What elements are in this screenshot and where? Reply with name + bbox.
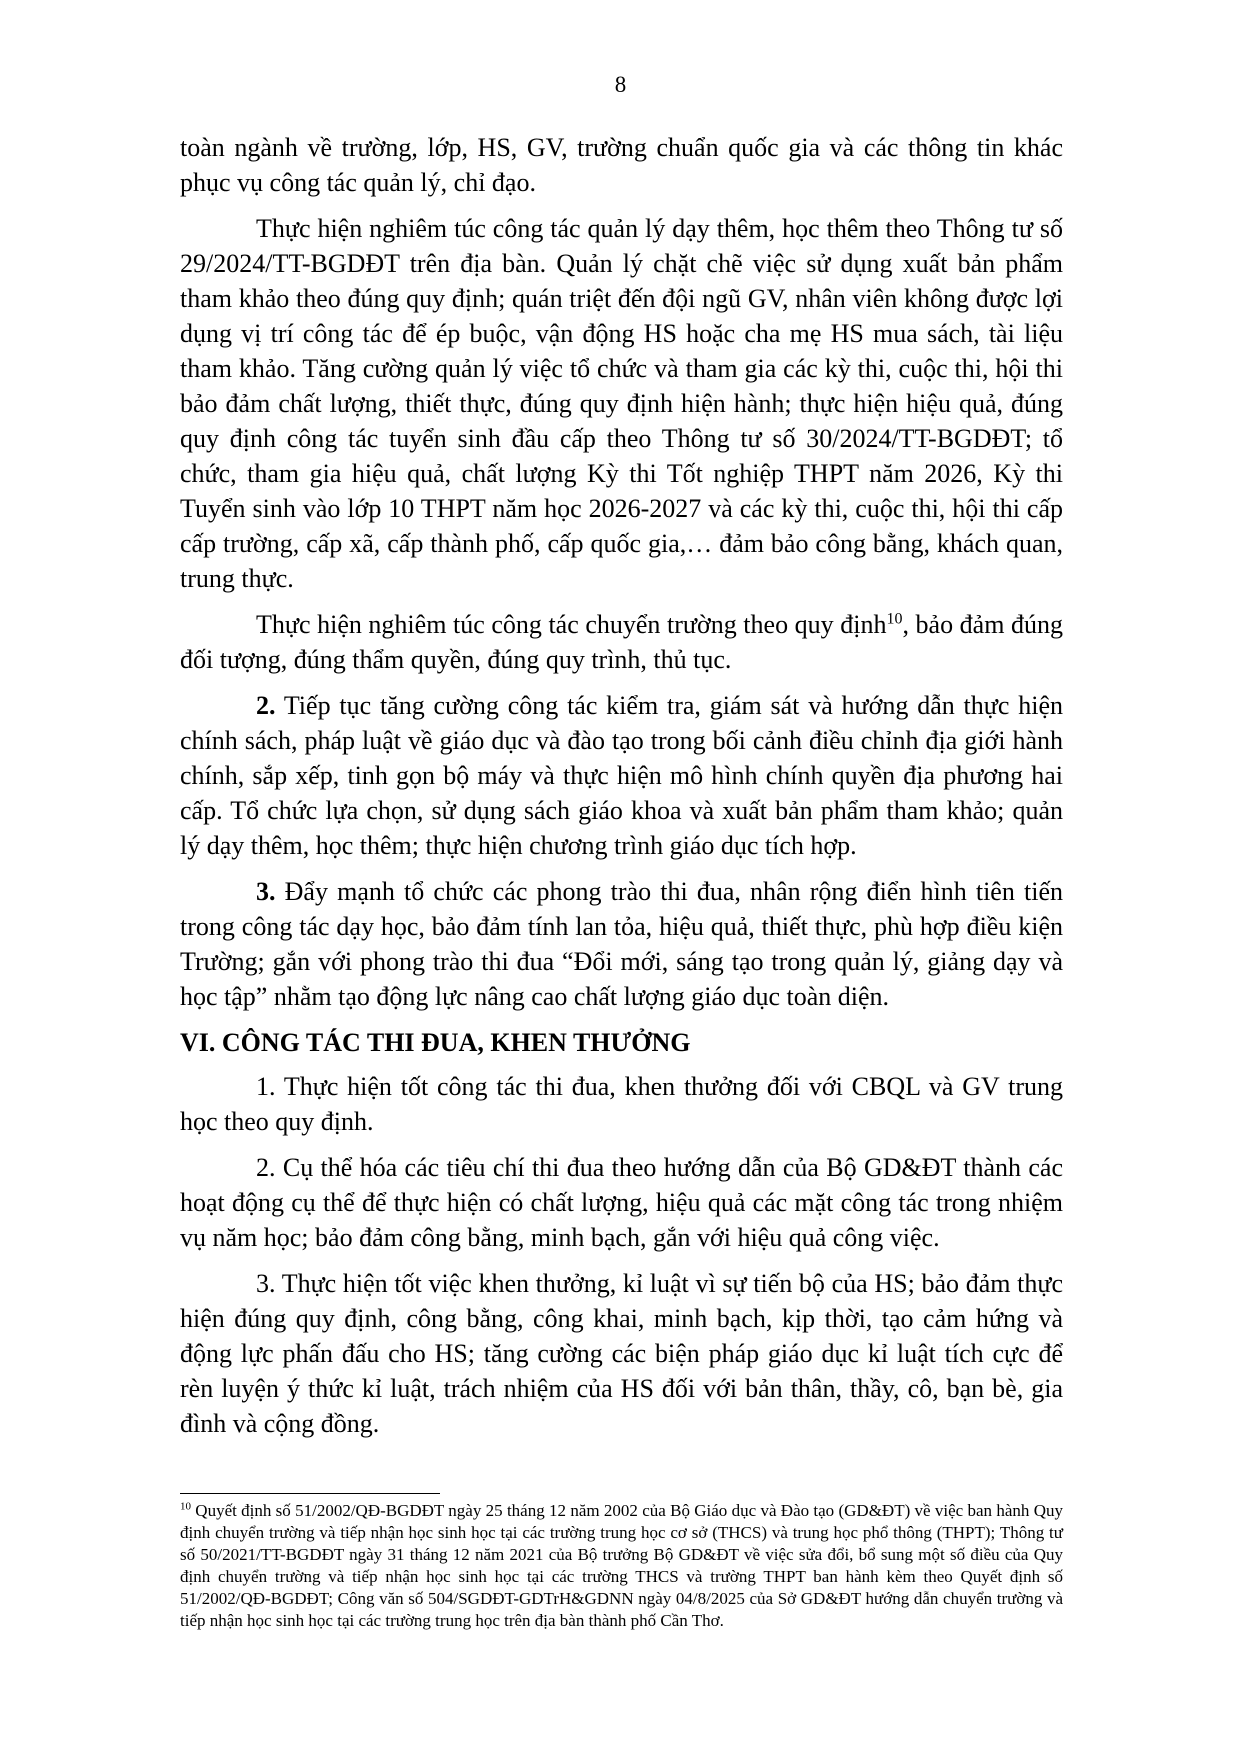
footnote	[180, 1500, 1063, 1632]
paragraph-tutoring-management: Thực hiện nghiêm túc công tác quản lý dạy thêm, học thêm theo Thông tư số 29/2024/TT-BGDĐT trên địa bàn. Quản lý chặt chẽ việc sử dụng xuất bản phẩm tham khảo theo đúng quy định; quán triệt đến đội ngũ GV, nhân viên không được lợi dụng vị trí công tác để ép buộc, vận động HS hoặc cha mẹ HS mua sách, tài liệu tham khảo. Tăng cường quản lý việc tổ chức và tham gia các kỳ thi, cuộc thi, hội thi bảo đảm chất lượng, thiết thực, đúng quy định hiện hành; thực hiện hiệu quả, đúng quy định công tác tuyển sinh đầu cấp theo Thông tư số 30/2024/TT-BGDĐT; tổ chức, tham gia hiệu quả, chất lượng Kỳ thi Tốt nghiệp THPT năm 2026, Kỳ thi Tuyển sinh vào lớp 10 THPT năm học 2026-2027 và các kỳ thi, cuộc thi, hội thi cấp cấp trường, cấp xã, cấp thành phố, cấp quốc gia,… đảm bảo công bằng, khách quan, trung thực.	[180, 214, 1063, 593]
section-paragraph-3: 3. Thực hiện tốt việc khen thưởng, kỉ luật vì sự tiến bộ của HS; bảo đảm thực hiện đúng quy định, công bằng, công khai, minh bạch, kịp thời, tạo cảm hứng và động lực phấn đấu cho HS; tăng cường các biện pháp giáo dục kỉ luật tích cực để rèn luyện ý thức kỉ luật, trách nhiệm của HS đối với bản thân, thầy, cô, bạn bè, gia đình và cộng đồng.	[180, 1269, 1063, 1438]
page-number: 8	[614, 72, 627, 97]
footnote-number: 10	[180, 1500, 191, 1513]
item-number: 3.	[256, 877, 276, 906]
section-paragraph-1: 1. Thực hiện tốt công tác thi đua, khen thưởng đối với CBQL và GV trung học theo quy định.	[180, 1072, 1063, 1136]
paragraph-school-transfer	[180, 607, 1063, 677]
item-number: 2.	[256, 691, 276, 720]
paragraph-text: Tiếp tục tăng cường công tác kiểm tra, giám sát và hướng dẫn thực hiện chính sách, pháp luật về giáo dục và đào tạo trong bối cảnh điều chỉnh địa giới hành chính, sắp xếp, tinh gọn bộ máy và thực hiện mô hình chính quyền địa phương hai cấp. Tổ chức lựa chọn, sử dụng sách giáo khoa và xuất bản phẩm tham khảo; quản lý dạy thêm, học thêm; thực hiện chương trình giáo dục tích hợp.	[180, 691, 1063, 860]
footnote-text: Quyết định số 51/2002/QĐ-BGDĐT ngày 25 tháng 12 năm 2002 của Bộ Giáo dục và Đào tạo (GD&ĐT) về việc ban hành Quy định chuyển trường và tiếp nhận học sinh học tại các trường trung học cơ sở (THCS) và trung học phổ thông (THPT); Thông tư số 50/2021/TT-BGDĐT ngày 31 tháng 12 năm 2021 của Bộ trưởng Bộ GD&ĐT về việc sửa đổi, bổ sung một số điều của Quy định chuyển trường và tiếp nhận học sinh học tại các trường THCS và trường THPT ban hành kèm theo Quyết định số 51/2002/QĐ-BGDĐT; Công văn số 504/SGDĐT-GDTrH&GDNN ngày 04/8/2025 của Sở GD&ĐT hướng dẫn chuyển trường và tiếp nhận học sinh học tại các trường trung học trên địa bàn thành phố Cần Thơ.	[180, 1501, 1063, 1630]
paragraph-text: , bảo đảm đúng đối tượng, đúng thẩm quyền, đúng quy trình, thủ tục.	[180, 610, 1063, 674]
paragraph-item-3	[180, 874, 1063, 1014]
footnote-divider	[180, 1493, 440, 1494]
paragraph-text: Đẩy mạnh tổ chức các phong trào thi đua, nhân rộng điển hình tiên tiến trong công tác dạy học, bảo đảm tính lan tỏa, hiệu quả, thiết thực, phù hợp điều kiện Trường; gắn với phong trào thi đua “Đổi mới, sáng tạo trong quản lý, giảng dạy và học tập” nhằm tạo động lực nâng cao chất lượng giáo dục toàn diện.	[180, 877, 1063, 1011]
document-body	[180, 130, 1063, 1452]
section-paragraph-2: 2. Cụ thể hóa các tiêu chí thi đua theo hướng dẫn của Bộ GD&ĐT thành các hoạt động cụ thể để thực hiện có chất lượng, hiệu quả các mặt công tác trong nhiệm vụ năm học; bảo đảm công bằng, minh bạch, gắn với hiệu quả công việc.	[180, 1153, 1063, 1252]
paragraph-continued: toàn ngành về trường, lớp, HS, GV, trường chuẩn quốc gia và các thông tin khác phục vụ công tác quản lý, chỉ đạo.	[180, 133, 1063, 197]
paragraph-item-2	[180, 688, 1063, 863]
section-heading: VI. CÔNG TÁC THI ĐUA, KHEN THƯỞNG	[180, 1028, 691, 1057]
paragraph-text: Thực hiện nghiêm túc công tác chuyển trường theo quy định	[256, 610, 887, 639]
footnote-reference[interactable]: 10	[886, 610, 903, 628]
